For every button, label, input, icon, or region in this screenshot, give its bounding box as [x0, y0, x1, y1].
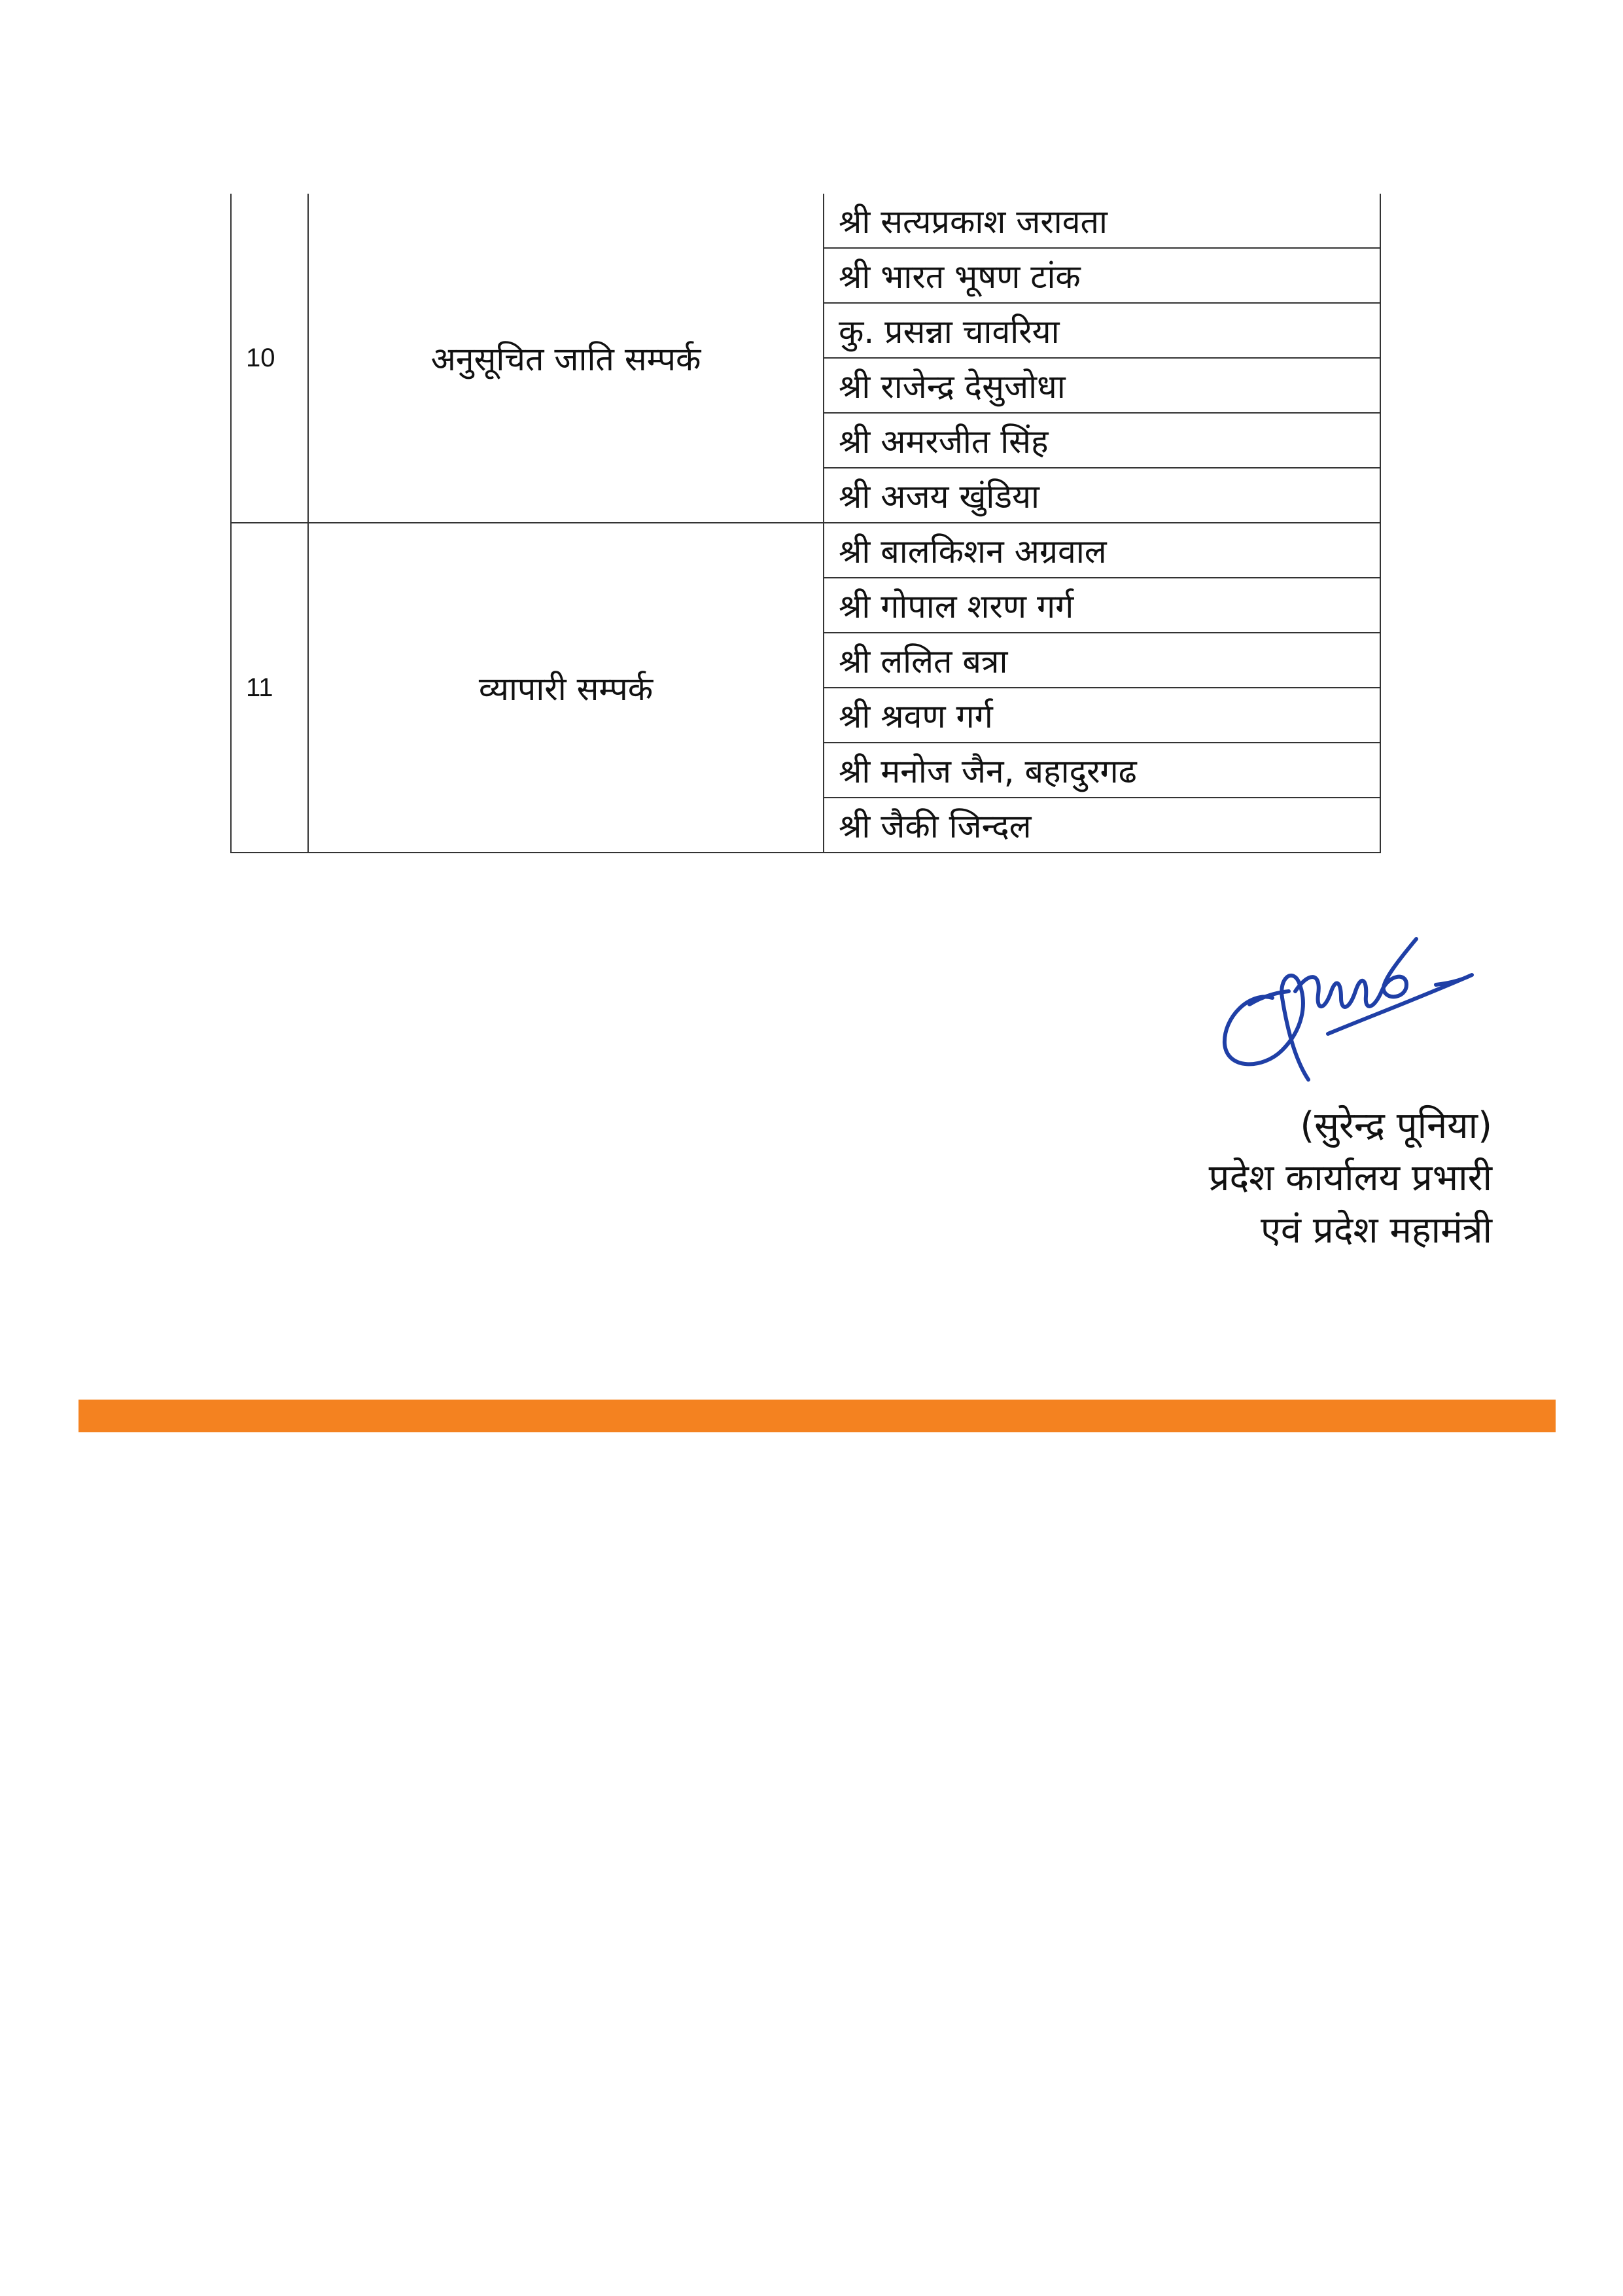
signatory-title-line-2: एवं प्रदेश महामंत्री — [1260, 1209, 1492, 1252]
member-name-cell: श्री सत्यप्रकाश जरावता — [824, 194, 1380, 248]
member-name-cell: श्री जैकी जिन्दल — [824, 798, 1380, 853]
member-name-cell: श्री ललित बत्रा — [824, 633, 1380, 688]
member-name-cell: श्री राजेन्द्र देसुजोधा — [824, 358, 1380, 413]
signatory-title-line-1: प्रदेश कार्यालय प्रभारी — [1208, 1157, 1492, 1199]
table-row — [231, 523, 1380, 578]
department-cell: व्यापारी सम्पर्क — [308, 523, 824, 853]
member-name-cell: श्री भारत भूषण टांक — [824, 248, 1380, 303]
member-name-cell: श्री अजय खुंडिया — [824, 468, 1380, 523]
members-table — [230, 194, 1381, 853]
serial-number-cell: 10 — [231, 194, 308, 523]
member-name-cell: श्री श्रवण गर्ग — [824, 688, 1380, 743]
table-row — [231, 194, 1380, 248]
member-name-cell: श्री गोपाल शरण गर्ग — [824, 578, 1380, 633]
member-name-cell: श्री अमरजीत सिंह — [824, 413, 1380, 468]
table-body — [231, 194, 1380, 853]
signatory-name: (सुरेन्द्र पूनिया) — [1300, 1104, 1492, 1147]
footer-accent-bar — [79, 1400, 1556, 1432]
member-name-cell: श्री मनोज जैन, बहादुरगढ — [824, 743, 1380, 798]
handwritten-signature — [1210, 919, 1492, 1089]
member-name-cell: कु. प्रसन्ना चावरिया — [824, 303, 1380, 358]
serial-number-cell: 11 — [231, 523, 308, 853]
member-name-cell: श्री बालकिशन अग्रवाल — [824, 523, 1380, 578]
department-cell: अनुसूचित जाति सम्पर्क — [308, 194, 824, 523]
